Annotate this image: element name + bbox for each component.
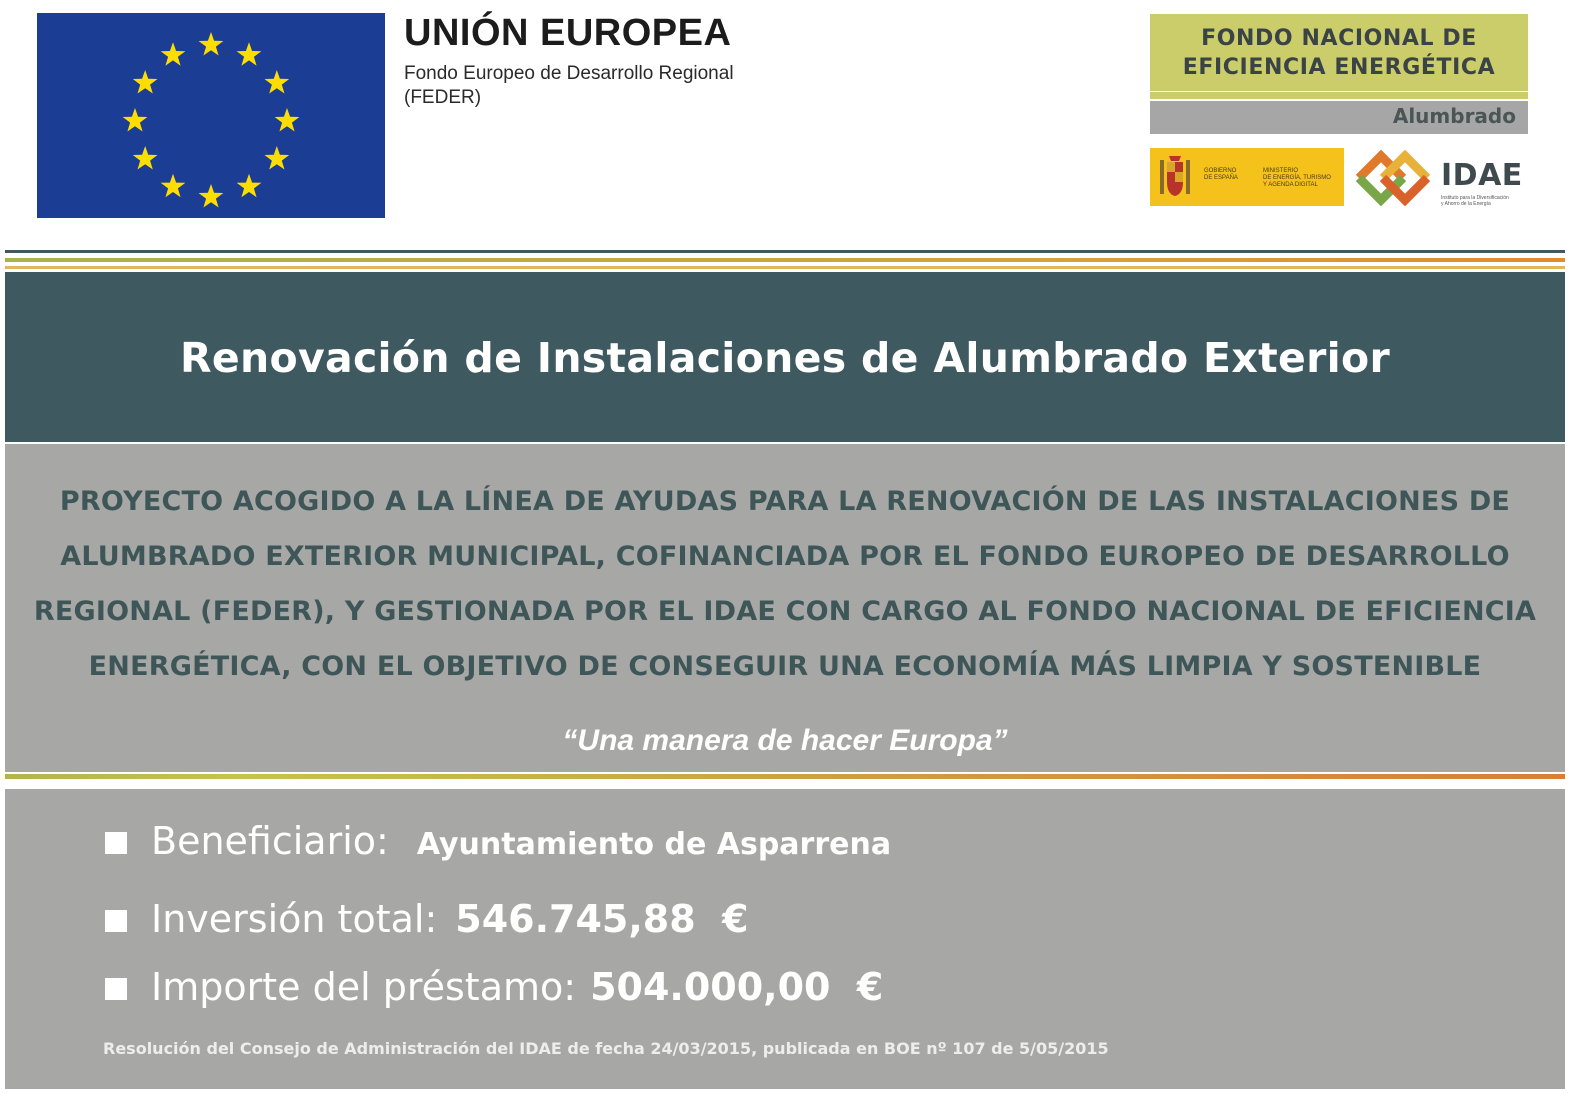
ministerio-line1: MINISTERIO xyxy=(1263,168,1299,174)
eu-star-icon xyxy=(133,70,158,94)
investment-row xyxy=(105,897,749,941)
ministerio-text xyxy=(1263,168,1341,189)
gobierno-line1: GOBIERNO xyxy=(1204,168,1237,174)
beneficiary-label: Beneficiario: xyxy=(151,819,389,863)
beneficiary-value: Ayuntamiento de Asparrena xyxy=(416,827,892,862)
eu-star-icon xyxy=(275,108,300,132)
loan-value: 504.000,00 € xyxy=(590,965,884,1009)
project-line4: ENERGÉTICA, CON EL OBJETIVO DE CONSEGUIR UNA ECONOMÍA MÁS LIMPIA Y SOSTENIBLE xyxy=(88,651,1482,682)
fnee-logo xyxy=(1150,14,1528,91)
idae-full-name xyxy=(1441,195,1531,207)
gobierno-line2: DE ESPAÑA xyxy=(1204,175,1238,181)
investment-label: Inversión total: xyxy=(151,897,438,941)
project-line3: REGIONAL (FEDER), Y GESTIONADA POR EL IDAE CON CARGO AL FONDO NACIONAL DE EFICIENCIA xyxy=(33,596,1537,627)
idae-logo-icon xyxy=(1351,148,1435,206)
idae-full-line1: Instituto para la Diversificación xyxy=(1441,195,1509,201)
loan-label: Importe del préstamo: xyxy=(151,965,577,1009)
eu-star-icon xyxy=(123,108,148,132)
idae-full-line2: y Ahorro de la Energía xyxy=(1441,201,1491,207)
project-description xyxy=(27,474,1543,694)
project-band xyxy=(5,444,1565,772)
eu-star-icon xyxy=(199,32,224,56)
eu-fund-name xyxy=(404,62,824,110)
title-band xyxy=(5,272,1565,442)
fnee-divider xyxy=(1150,92,1528,99)
square-bullet-icon xyxy=(105,832,127,854)
eu-flag-icon xyxy=(37,13,385,218)
eu-star-icon xyxy=(199,184,224,208)
project-line2: ALUMBRADO EXTERIOR MUNICIPAL, COFINANCIADA POR EL FONDO EUROPEO DE DESARROLLO xyxy=(60,541,1510,572)
project-line1: PROYECTO ACOGIDO A LA LÍNEA DE AYUDAS PARA LA RENOVACIÓN DE LAS INSTALACIONES DE xyxy=(59,486,1511,517)
eu-star-icon xyxy=(237,174,262,198)
top-stripe-gradient xyxy=(5,258,1565,262)
investment-value: 546.745,88 € xyxy=(455,897,749,941)
spain-coat-of-arms-icon xyxy=(1158,154,1192,200)
eu-star-icon xyxy=(265,70,290,94)
ministerio-line2: DE ENERGÍA, TURISMO xyxy=(1263,175,1331,181)
eu-star-icon xyxy=(161,42,186,65)
eu-fund-line2: (FEDER) xyxy=(404,87,482,108)
loan-row xyxy=(105,965,883,1009)
fnee-line1: FONDO NACIONAL DE xyxy=(1201,26,1477,51)
square-bullet-icon xyxy=(105,978,127,1000)
fnee-category: Alumbrado xyxy=(1392,104,1516,128)
mid-stripe-gradient xyxy=(5,774,1565,779)
eu-title: UNIÓN EUROPEA xyxy=(404,12,732,54)
ministerio-line3: Y AGENDA DIGITAL xyxy=(1263,182,1318,188)
beneficiary-row xyxy=(105,819,891,863)
details-band xyxy=(5,789,1565,1089)
fnee-category-box xyxy=(1150,101,1528,134)
resolution-note: Resolución del Consejo de Administración del IDAE de fecha 24/03/2015, publicada en BOE nº 107 de 5/05/2015 xyxy=(103,1039,1109,1058)
eu-star-icon xyxy=(265,146,290,170)
motto: “Una manera de hacer Europa” xyxy=(562,724,1008,757)
eu-fund-line1: Fondo Europeo de Desarrollo Regional xyxy=(404,63,734,84)
eu-star-icon xyxy=(133,146,158,170)
square-bullet-icon xyxy=(105,910,127,932)
fnee-line2: EFICIENCIA ENERGÉTICA xyxy=(1182,55,1496,80)
top-stripe-gold xyxy=(5,266,1565,269)
idae-name: IDAE xyxy=(1441,158,1523,193)
page-title: Renovación de Instalaciones de Alumbrado Exterior xyxy=(180,334,1390,382)
top-stripe-dark xyxy=(5,250,1565,253)
eu-stars xyxy=(37,13,385,218)
eu-star-icon xyxy=(161,174,186,198)
eu-star-icon xyxy=(237,42,262,65)
gobierno-logo xyxy=(1150,148,1344,206)
gobierno-text xyxy=(1204,168,1238,182)
